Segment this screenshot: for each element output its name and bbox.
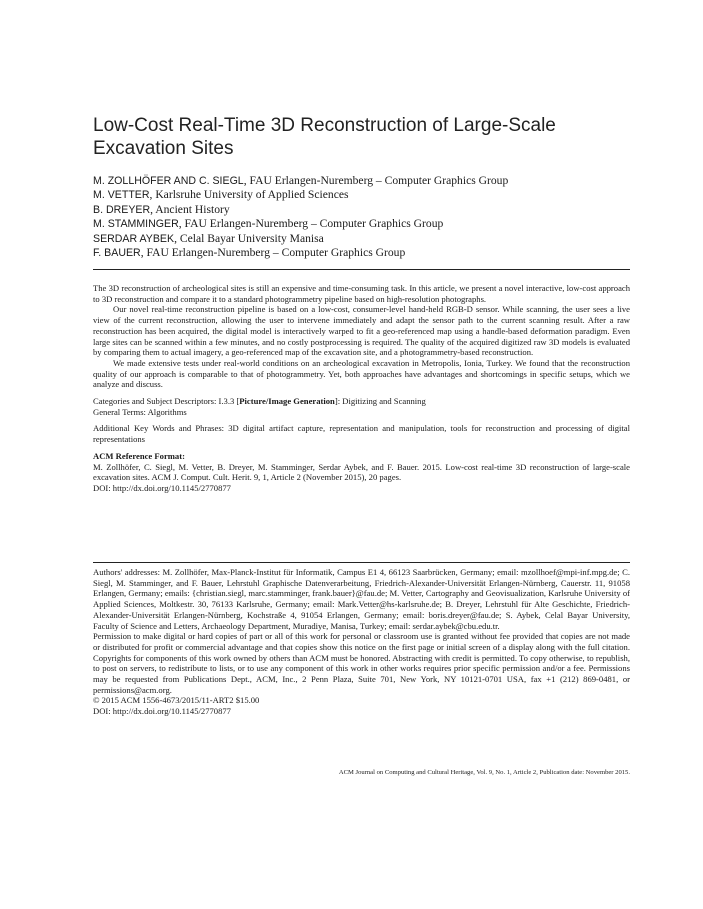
author-line [93,188,633,202]
abstract [93,283,630,494]
abstract-paragraph: The 3D reconstruction of archeological sites is still an expensive and time-consuming task. In this article, we present a novel interactive, low-cost approach to 3D reconstruction and compare it to a standard photogrammetry pipeline based on high-resolution photographs. [93,283,630,304]
author-affiliation: , Celal Bayar University Manisa [174,231,324,245]
author-names: F. BAUER [93,247,141,260]
author-names: M. STAMMINGER [93,218,179,231]
authors-addresses: Authors' addresses: M. Zollhöfer, Max-Planck-Institut für Informatik, Campus E1 4, 66123 Saarbrücken, Germany; email: mzollhoef@mpi-inf.mpg.de; C. Siegl, M. Stamminger, and F. Bauer, Lehrstuhl Graphische Datenverarbeitung, Friedrich-Alexander-Universität Erlangen-Nürnberg, Cauerstr. 11, 91058 Erlangen, Germany; emails: {christian.siegl, marc.stamminger, frank.bauer}@fau.de; M. Vetter, Cartography and Geovisualization, Karlsruhe University of Applied Sciences, Moltkestr. 30, 76133 Karlsruhe, Germany; email: Mark.Vetter@hs-karlsruhe.de; B. Dreyer, Lehrstuhl für Alte Geschichte, Friedrich-Alexander-Universität Erlangen-Nürnberg, Kochstraße 4, 91054 Erlangen, Germany; email: boris.dreyer@fau.de; S. Aybek, Celal Bayar University, Faculty of Science and Letters, Archaeology Department, Muradiye, Manisa, Turkey; email: serdar.aybek@cbu.edu.tr. [93,567,630,631]
author-line [93,217,633,231]
author-affiliation: , Ancient History [150,202,230,216]
footnote-divider [93,562,630,563]
permission-notice: Permission to make digital or hard copies of part or all of this work for personal or classroom use is granted without fee provided that copies are not made or distributed for profit or commercial advantage and that copies show this notice on the first page or initial screen of a display along with the full citation. Copyrights for components of this work owned by others than ACM must be honored. Abstracting with credit is permitted. To copy otherwise, to republish, to post on servers, to redistribute to lists, or to use any component of this work in other works requires prior specific permission and/or a fee. Permissions may be requested from Publications Dept., ACM, Inc., 2 Penn Plaza, Suite 701, New York, NY 10121-0701 USA, fax +1 (212) 869-0481, or permissions@acm.org. [93,631,630,695]
categories-bold: Picture/Image Generation [239,396,335,407]
reference-heading: ACM Reference Format: [93,450,185,461]
author-list [93,174,633,260]
copyright-line: © 2015 ACM 1556-4673/2015/11-ART2 $15.00 [93,695,260,706]
general-terms: General Terms: Algorithms [93,406,187,417]
paper-title: Low-Cost Real-Time 3D Reconstruction of Large-Scale Excavation Sites [93,115,556,159]
author-line [93,174,633,188]
header-divider [93,269,630,270]
keywords: Additional Key Words and Phrases: 3D digital artifact capture, representation and manipulation, tools for reconstruction and processing of digital representations [93,423,630,445]
abstract-paragraph: Our novel real-time reconstruction pipeline is based on a low-cost, consumer-level hand-held RGB-D sensor. While scanning, the user sees a live view of the current reconstruction, allowing the user to intervene immediately and adapt the sensor path to the current scanning result. After a raw reconstruction has been acquired, the digital model is interactively warped to fit a geo-referenced map using a handle-based deformation paradigm. Even large sites can be scanned within a few minutes, and no costly postprocessing is required. The quality of the acquired digitized raw 3D models is evaluated by comparing them to actual imagery, a geo-referenced map of the excavation site, and a photogrammetry-based reconstruction. [93,304,630,358]
author-line [93,232,633,246]
author-affiliation: , FAU Erlangen-Nuremberg – Computer Graphics Group [178,217,444,231]
abstract-paragraph: We made extensive tests under real-world conditions on an archeological excavation in Metropolis, Ionia, Turkey. We found that the reconstruction quality of our approach is comparable to that of photogrammetry. Yet, both approaches have advantages and shortcomings in specific setups, which we analyze and discuss. [93,357,630,390]
author-names: SERDAR AYBEK [93,232,175,245]
footnote-block [93,567,630,717]
categories-prefix: Categories and Subject Descriptors: I.3.3 [ [93,396,240,407]
author-line [93,203,633,217]
journal-footer: ACM Journal on Computing and Cultural Heritage, Vol. 9, No. 1, Article 2, Publication date: November 2015. [338,769,630,776]
footnote-doi: DOI: http://dx.doi.org/10.1145/2770877 [93,706,231,717]
reference-doi: DOI: http://dx.doi.org/10.1145/2770877 [93,482,231,493]
author-names: M. VETTER [93,189,150,202]
categories-suffix: ]: Digitizing and Scanning [334,396,426,407]
author-affiliation: , FAU Erlangen-Nuremberg – Computer Graphics Group [140,246,406,260]
author-affiliation: , Karlsruhe University of Applied Sciences [149,188,349,202]
categories-line [93,396,630,407]
author-affiliation: , FAU Erlangen-Nuremberg – Computer Graphics Group [243,174,509,187]
author-line [93,246,633,260]
reference-citation: M. Zollhöfer, C. Siegl, M. Vetter, B. Dreyer, M. Stamminger, Serdar Aybek, and F. Bauer. 2015. Low-cost real-time 3D reconstruction of large-scale excavation sites. ACM J. Comput. Cult. Herit. 9, 1, Article 2 (November 2015), 20 pages. [93,461,630,483]
author-names: B. DREYER [93,203,151,216]
author-names: M. ZOLLHÖFER AND C. SIEGL [93,175,244,187]
